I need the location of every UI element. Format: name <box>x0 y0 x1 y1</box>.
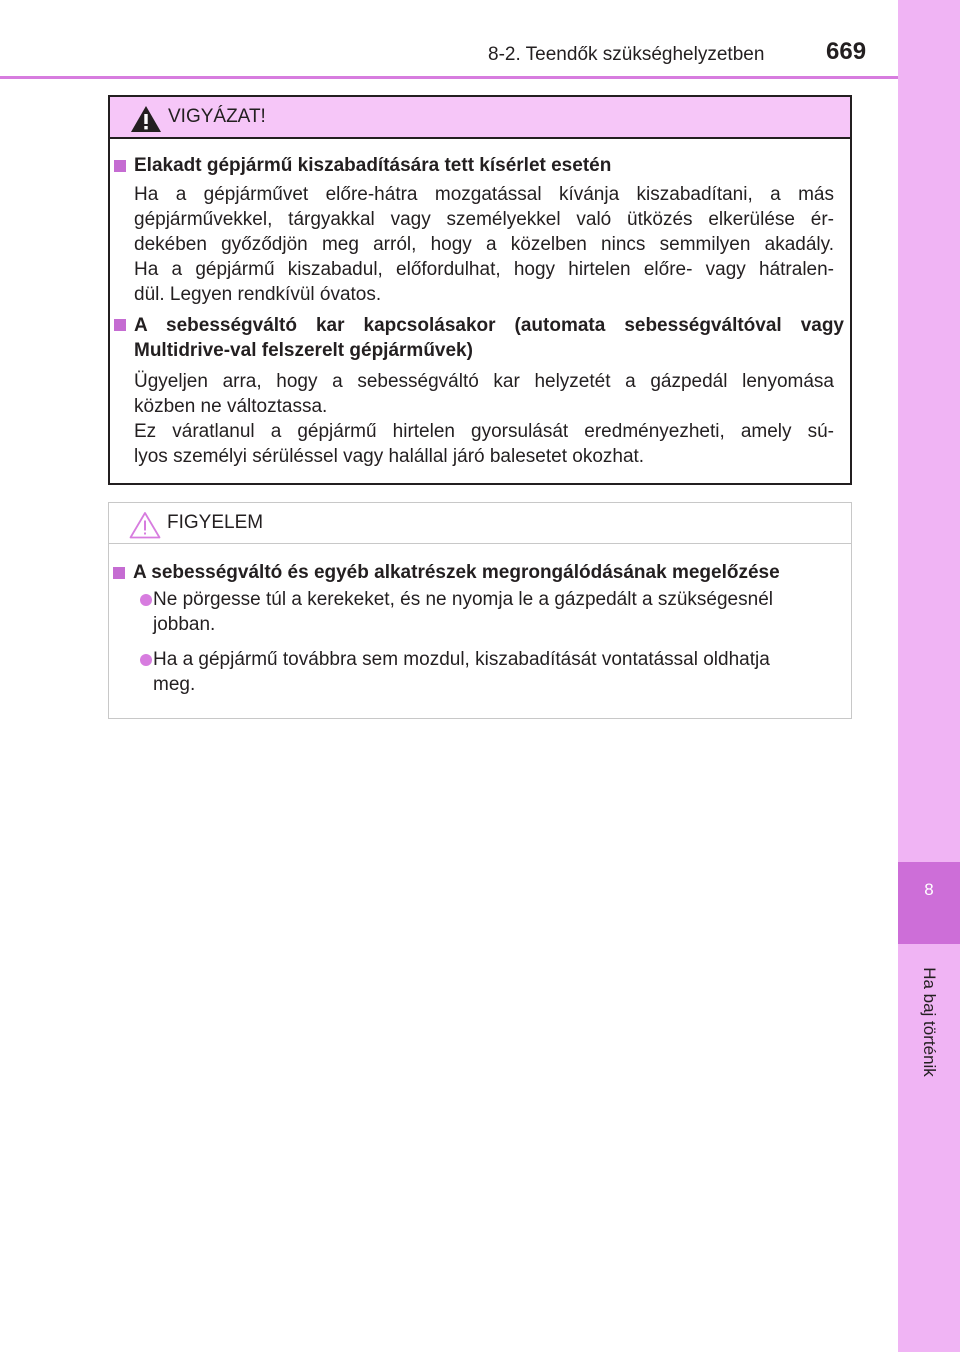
chapter-number: 8 <box>924 880 934 899</box>
page-header <box>0 0 898 78</box>
notice-heading: A sebességváltó és egyéb alkatrészek megrongálódásának megelőzése <box>133 561 843 585</box>
notice-title: FIGYELEM <box>167 512 264 533</box>
round-bullet-icon <box>140 594 152 606</box>
square-bullet-icon <box>114 160 126 172</box>
caution-title: VIGYÁZAT! <box>168 106 266 127</box>
notice-box <box>108 502 852 719</box>
square-bullet-icon <box>113 567 125 579</box>
caution-heading-1: Elakadt gépjármű kiszabadítására tett kísérlet esetén <box>134 154 844 178</box>
square-bullet-icon <box>114 319 126 331</box>
chapter-title: Ha baj történik <box>920 967 939 1077</box>
chapter-side-tab <box>898 0 960 1352</box>
caution-paragraph-2: Ügyeljen arra, hogy a sebességváltó kar helyzetét a gázpedál lenyomása közben ne változtassa. Ez váratlanul a gépjármű hirtelen gyorsulását eredményezheti, amely sú- lyos személyi sérüléssel vagy halállal járó balesetet okozhat. <box>134 371 834 467</box>
notice-bullet-1: Ne pörgesse túl a kerekeket, és ne nyomja le a gázpedált a szükségesnél jobban. <box>131 587 847 637</box>
header-rule <box>0 76 898 79</box>
caution-header <box>110 97 850 139</box>
notice-header <box>109 503 851 544</box>
warning-triangle-outline-icon <box>129 511 161 539</box>
caution-heading-2: A sebességváltó kar kapcsolásakor (automata sebességváltóval vagy Multidrive-val felszerelt gépjárművek) <box>134 313 844 363</box>
caution-paragraph-1: Ha a gépjárművet előre-hátra mozgatással kívánja kiszabadítani, a más gépjárművekkel, tárgyakkal vagy személyekkel való ütközés elkerülése ér- dekében győződjön meg arról, hogy a közelben nincs semmilyen akadály. Ha a gépjármű kiszabadul, előfordulhat, hogy hirtelen előre- vagy hátralen- dül. Legyen rendkívül óvatos. <box>134 184 834 305</box>
page-number: 669 <box>826 38 867 65</box>
chapter-number-box <box>898 862 960 944</box>
caution-box <box>108 95 852 485</box>
notice-bullet-2: Ha a gépjármű továbbra sem mozdul, kiszabadítását vontatással oldhatja meg. <box>131 647 847 697</box>
round-bullet-icon <box>140 654 152 666</box>
warning-triangle-filled-icon <box>130 105 162 133</box>
section-title: 8-2. Teendők szükséghelyzetben <box>488 44 765 65</box>
